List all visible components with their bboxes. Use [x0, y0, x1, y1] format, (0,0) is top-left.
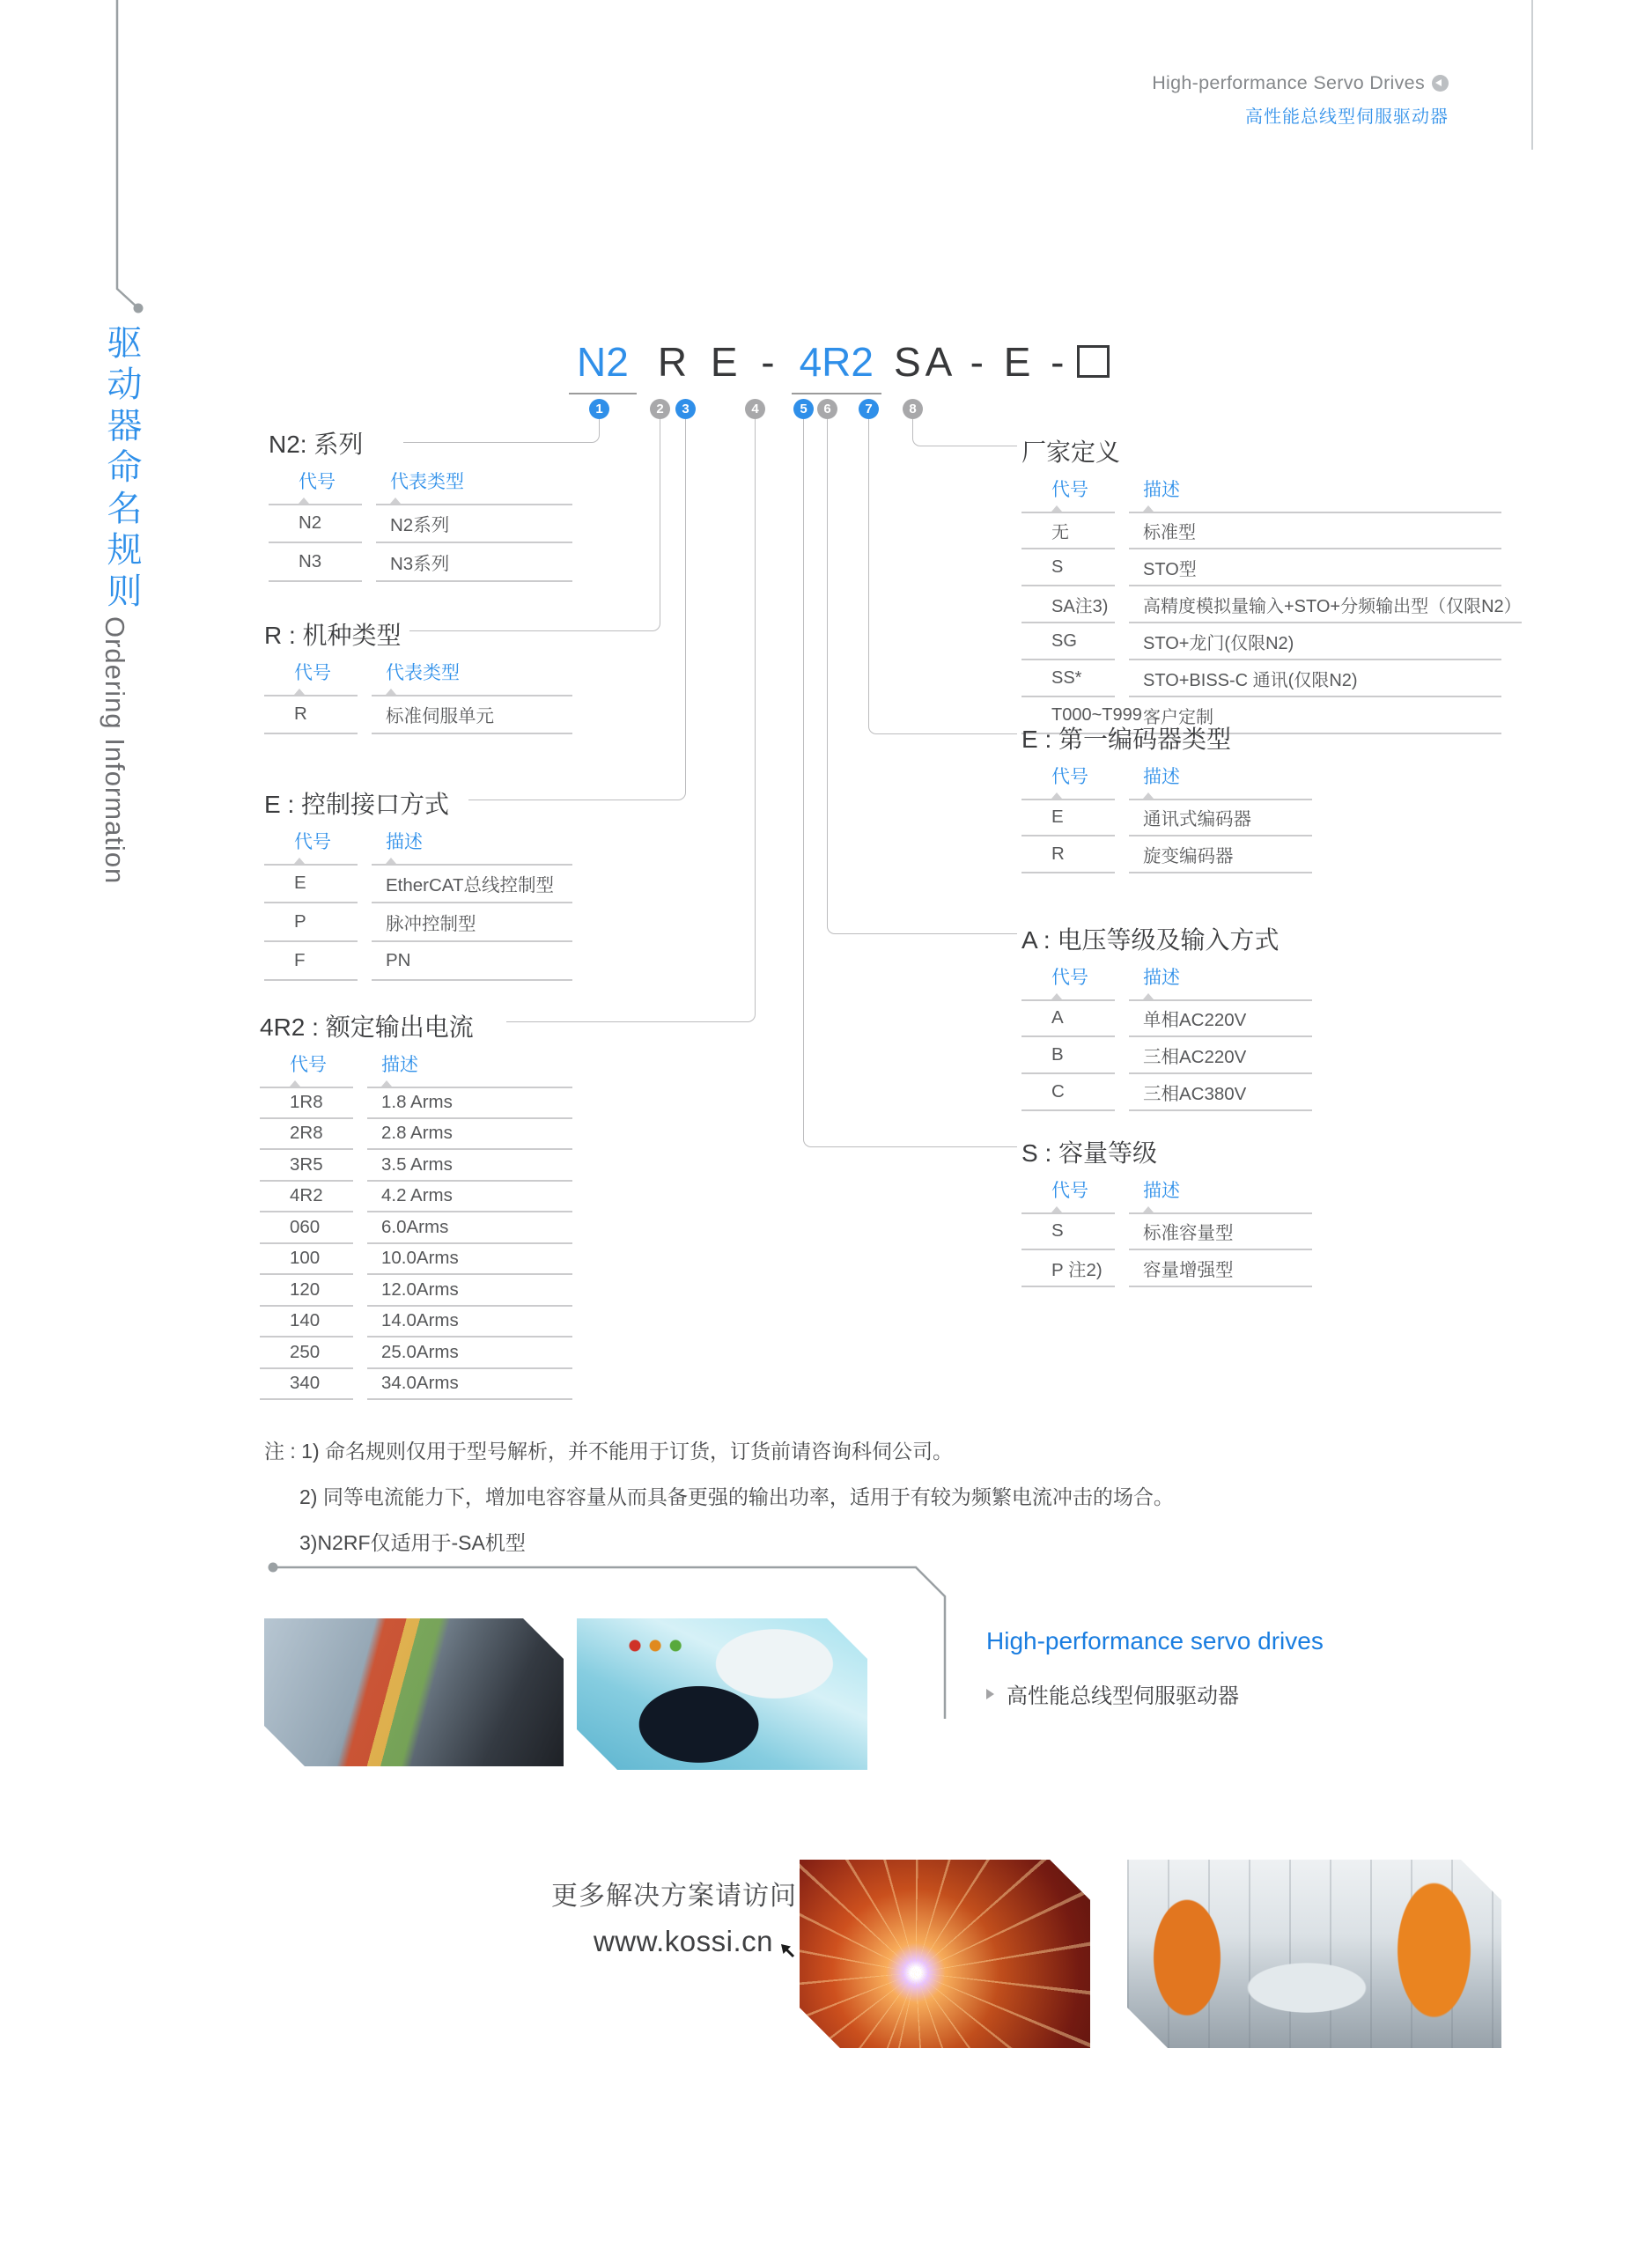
position-marker-2: 2 [650, 399, 670, 419]
column-header: 代表类型 [376, 468, 572, 505]
code-table [264, 828, 572, 981]
model-code [569, 338, 1110, 394]
description-cell: 14.0Arms [367, 1307, 572, 1338]
table-title: S : 容量等级 [1021, 1139, 1158, 1167]
table-section-series [269, 425, 572, 582]
description-cell: 34.0Arms [367, 1369, 572, 1401]
promo-caption [986, 1627, 1479, 1709]
description-cell: 标准容量型 [1129, 1213, 1312, 1250]
description-cell: 标准型 [1129, 512, 1501, 549]
code-table [1021, 763, 1312, 873]
sidebar-title-en: Ordering Information [100, 616, 130, 885]
description-cell: STO型 [1129, 549, 1501, 586]
code-cell: R [1021, 836, 1115, 873]
code-cell: 2R8 [260, 1119, 353, 1151]
table-row [260, 1087, 572, 1119]
position-marker-5: 5 [793, 399, 814, 419]
table-row [1021, 623, 1501, 660]
column-header: 代号 [1021, 963, 1115, 1001]
table-title: E : 控制接口方式 [264, 791, 450, 818]
table-row [1021, 512, 1501, 549]
description-cell: PN [372, 942, 572, 981]
description-cell: 高精度模拟量输入+STO+分频输出型（仅限N2） [1129, 586, 1522, 623]
column-header: 代号 [269, 468, 362, 505]
code-cell: 060 [260, 1212, 353, 1244]
description-cell: 旋变编码器 [1129, 836, 1312, 873]
code-cell: S [1021, 549, 1115, 586]
table-header-row [260, 1050, 572, 1087]
description-cell: 客户定制 [1129, 697, 1501, 734]
table-section-rated-current [260, 1008, 572, 1400]
table-section-factory-definition [1021, 433, 1522, 734]
description-cell: EtherCAT总线控制型 [372, 865, 572, 903]
code-cell: C [1021, 1074, 1115, 1111]
footer-cta [370, 1874, 797, 1960]
header-vertical-rule [1531, 0, 1533, 150]
table-title: R : 机种类型 [264, 622, 402, 649]
table-section-first-encoder [1021, 720, 1312, 873]
code-cell: B [1021, 1037, 1115, 1074]
table-row [1021, 1250, 1312, 1287]
table-section-control-interface [264, 785, 572, 981]
play-triangle-icon [986, 1689, 994, 1699]
code-cell: A [1021, 1000, 1115, 1037]
description-cell: 容量增强型 [1129, 1250, 1312, 1287]
description-cell: 1.8 Arms [367, 1087, 572, 1119]
description-cell: N2系列 [376, 505, 572, 543]
model-code-series: N2 [569, 338, 637, 394]
table-row [264, 942, 572, 981]
table-header-row [1021, 763, 1312, 800]
electronics-assembly-photo [577, 1618, 867, 1770]
code-cell: 3R5 [260, 1150, 353, 1182]
page-header [881, 72, 1449, 128]
column-header: 代号 [1021, 1176, 1115, 1214]
table-title: 4R2 : 额定输出电流 [260, 1013, 474, 1041]
table-header-row [269, 468, 572, 505]
table-row [1021, 836, 1312, 873]
description-cell: 脉冲控制型 [372, 903, 572, 942]
header-title-zh: 高性能总线型伺服驱动器 [1245, 107, 1449, 127]
position-marker-1: 1 [589, 399, 609, 419]
table-row [260, 1307, 572, 1338]
position-marker-6: 6 [817, 399, 837, 419]
description-cell: 三相AC220V [1129, 1037, 1312, 1074]
code-cell: R [264, 696, 358, 734]
position-marker-3: 3 [675, 399, 696, 419]
description-cell: 2.8 Arms [367, 1119, 572, 1151]
table-row [260, 1244, 572, 1276]
table-row [1021, 1037, 1312, 1074]
column-header: 代号 [1021, 763, 1115, 800]
code-cell: 140 [260, 1307, 353, 1338]
column-header: 描述 [372, 828, 572, 866]
description-cell: 通讯式编码器 [1129, 800, 1312, 836]
table-section-voltage-class [1021, 921, 1312, 1111]
table-title: 厂家定义 [1021, 438, 1121, 466]
column-header: 描述 [1129, 475, 1501, 513]
table-row [260, 1369, 572, 1401]
code-cell: 1R8 [260, 1087, 353, 1119]
table-row [264, 696, 572, 734]
footer-text: 更多解决方案请访问 [551, 1882, 797, 1911]
model-code-suffix: SA - E - [893, 339, 1069, 385]
factory-robots-photo [1127, 1860, 1501, 2048]
description-cell: 单相AC220V [1129, 1000, 1312, 1037]
code-table [260, 1050, 572, 1400]
promo-subtitle: 高性能总线型伺服驱动器 [1007, 1684, 1239, 1708]
table-row [260, 1150, 572, 1182]
description-cell: 12.0Arms [367, 1275, 572, 1307]
column-header: 代号 [260, 1050, 353, 1088]
description-cell: STO+BISS-C 通讯(仅限N2) [1129, 660, 1501, 697]
table-section-machine-type [264, 616, 572, 734]
table-row [1021, 549, 1501, 586]
code-cell: 4R2 [260, 1182, 353, 1213]
table-row [1021, 800, 1312, 836]
table-row [260, 1212, 572, 1244]
column-header: 代表类型 [372, 659, 572, 696]
column-header: 代号 [264, 828, 358, 866]
code-table [264, 659, 572, 734]
code-cell: 250 [260, 1338, 353, 1369]
column-header: 描述 [1129, 763, 1312, 800]
table-row [260, 1182, 572, 1213]
table-row [264, 903, 572, 942]
header-bullet-icon [1432, 75, 1449, 92]
code-table [1021, 475, 1522, 734]
code-cell: P 注2) [1021, 1250, 1115, 1287]
table-header-row [1021, 963, 1312, 1000]
description-cell: 6.0Arms [367, 1212, 572, 1244]
connector-8 [912, 419, 1017, 446]
code-cell: F [264, 942, 358, 981]
table-row [264, 865, 572, 903]
table-row [1021, 1213, 1312, 1250]
laser-cutting-photo [800, 1860, 1090, 2048]
model-code-current: 4R2 [792, 338, 881, 394]
cursor-arrow-icon [779, 1942, 797, 1960]
footnote-2: 2) 同等电流能力下，增加电容容量从而具备更强的输出功率，适用于有较为频繁电流冲击的场合。 [299, 1485, 1174, 1508]
header-title-en: High-performance Servo Drives [1152, 72, 1425, 93]
label-printing-machine-photo [264, 1618, 564, 1766]
description-cell: STO+龙门(仅限N2) [1129, 623, 1501, 660]
code-cell: N3 [269, 543, 362, 582]
model-code-machine: R E - [657, 339, 781, 385]
table-section-capacity-class [1021, 1134, 1312, 1287]
column-header: 代号 [1021, 475, 1115, 513]
description-cell: 标准伺服单元 [372, 696, 572, 734]
table-row [269, 543, 572, 582]
code-cell: P [264, 903, 358, 942]
code-cell: SA注3) [1021, 586, 1115, 623]
sidebar-title-zh: 驱动器命名规则 [102, 324, 141, 614]
table-header-row [264, 659, 572, 696]
connector-7 [868, 419, 1017, 734]
table-row [1021, 660, 1501, 697]
code-table [269, 468, 572, 582]
table-row [269, 505, 572, 543]
description-cell: 10.0Arms [367, 1244, 572, 1276]
code-cell: SG [1021, 623, 1115, 660]
code-cell: 340 [260, 1369, 353, 1401]
description-cell: 3.5 Arms [367, 1150, 572, 1182]
footnotes [264, 1428, 1409, 1566]
code-cell: 100 [260, 1244, 353, 1276]
table-row [1021, 1074, 1312, 1111]
code-cell: N2 [269, 505, 362, 543]
table-title: A : 电压等级及输入方式 [1021, 926, 1280, 954]
code-table [1021, 963, 1312, 1111]
footnote-1: 注 : 1) 命名规则仅用于型号解析，并不能用于订货，订货前请咨询科伺公司。 [264, 1440, 954, 1463]
table-header-row [1021, 1176, 1312, 1213]
table-title: E : 第一编码器类型 [1021, 726, 1232, 753]
code-cell: E [264, 865, 358, 903]
table-row [1021, 1000, 1312, 1037]
table-title: N2: 系列 [269, 431, 364, 458]
code-cell: S [1021, 1213, 1115, 1250]
code-table [1021, 1176, 1312, 1287]
code-cell: T000~T999 [1021, 697, 1115, 734]
description-cell: 4.2 Arms [367, 1182, 572, 1213]
table-row [1021, 586, 1522, 623]
code-cell: 无 [1021, 512, 1115, 549]
description-cell: 三相AC380V [1129, 1074, 1312, 1111]
code-cell: E [1021, 800, 1115, 836]
promo-title: High-performance servo drives [986, 1627, 1324, 1654]
table-row [260, 1338, 572, 1369]
code-cell: SS* [1021, 660, 1115, 697]
column-header: 代号 [264, 659, 358, 696]
table-header-row [264, 828, 572, 865]
position-marker-4: 4 [745, 399, 765, 419]
position-marker-7: 7 [859, 399, 879, 419]
model-code-placeholder-box [1077, 345, 1110, 378]
column-header: 描述 [1129, 1176, 1312, 1214]
table-header-row [1021, 475, 1501, 512]
column-header: 描述 [1129, 963, 1312, 1001]
position-marker-8: 8 [903, 399, 923, 419]
column-header: 描述 [367, 1050, 572, 1088]
website-link[interactable]: www.kossi.cn [593, 1925, 773, 1957]
table-row [260, 1119, 572, 1151]
code-cell: 120 [260, 1275, 353, 1307]
footnote-3: 3)N2RF仅适用于-SA机型 [299, 1531, 526, 1554]
description-cell: N3系列 [376, 543, 572, 582]
description-cell: 25.0Arms [367, 1338, 572, 1369]
table-row [260, 1275, 572, 1307]
